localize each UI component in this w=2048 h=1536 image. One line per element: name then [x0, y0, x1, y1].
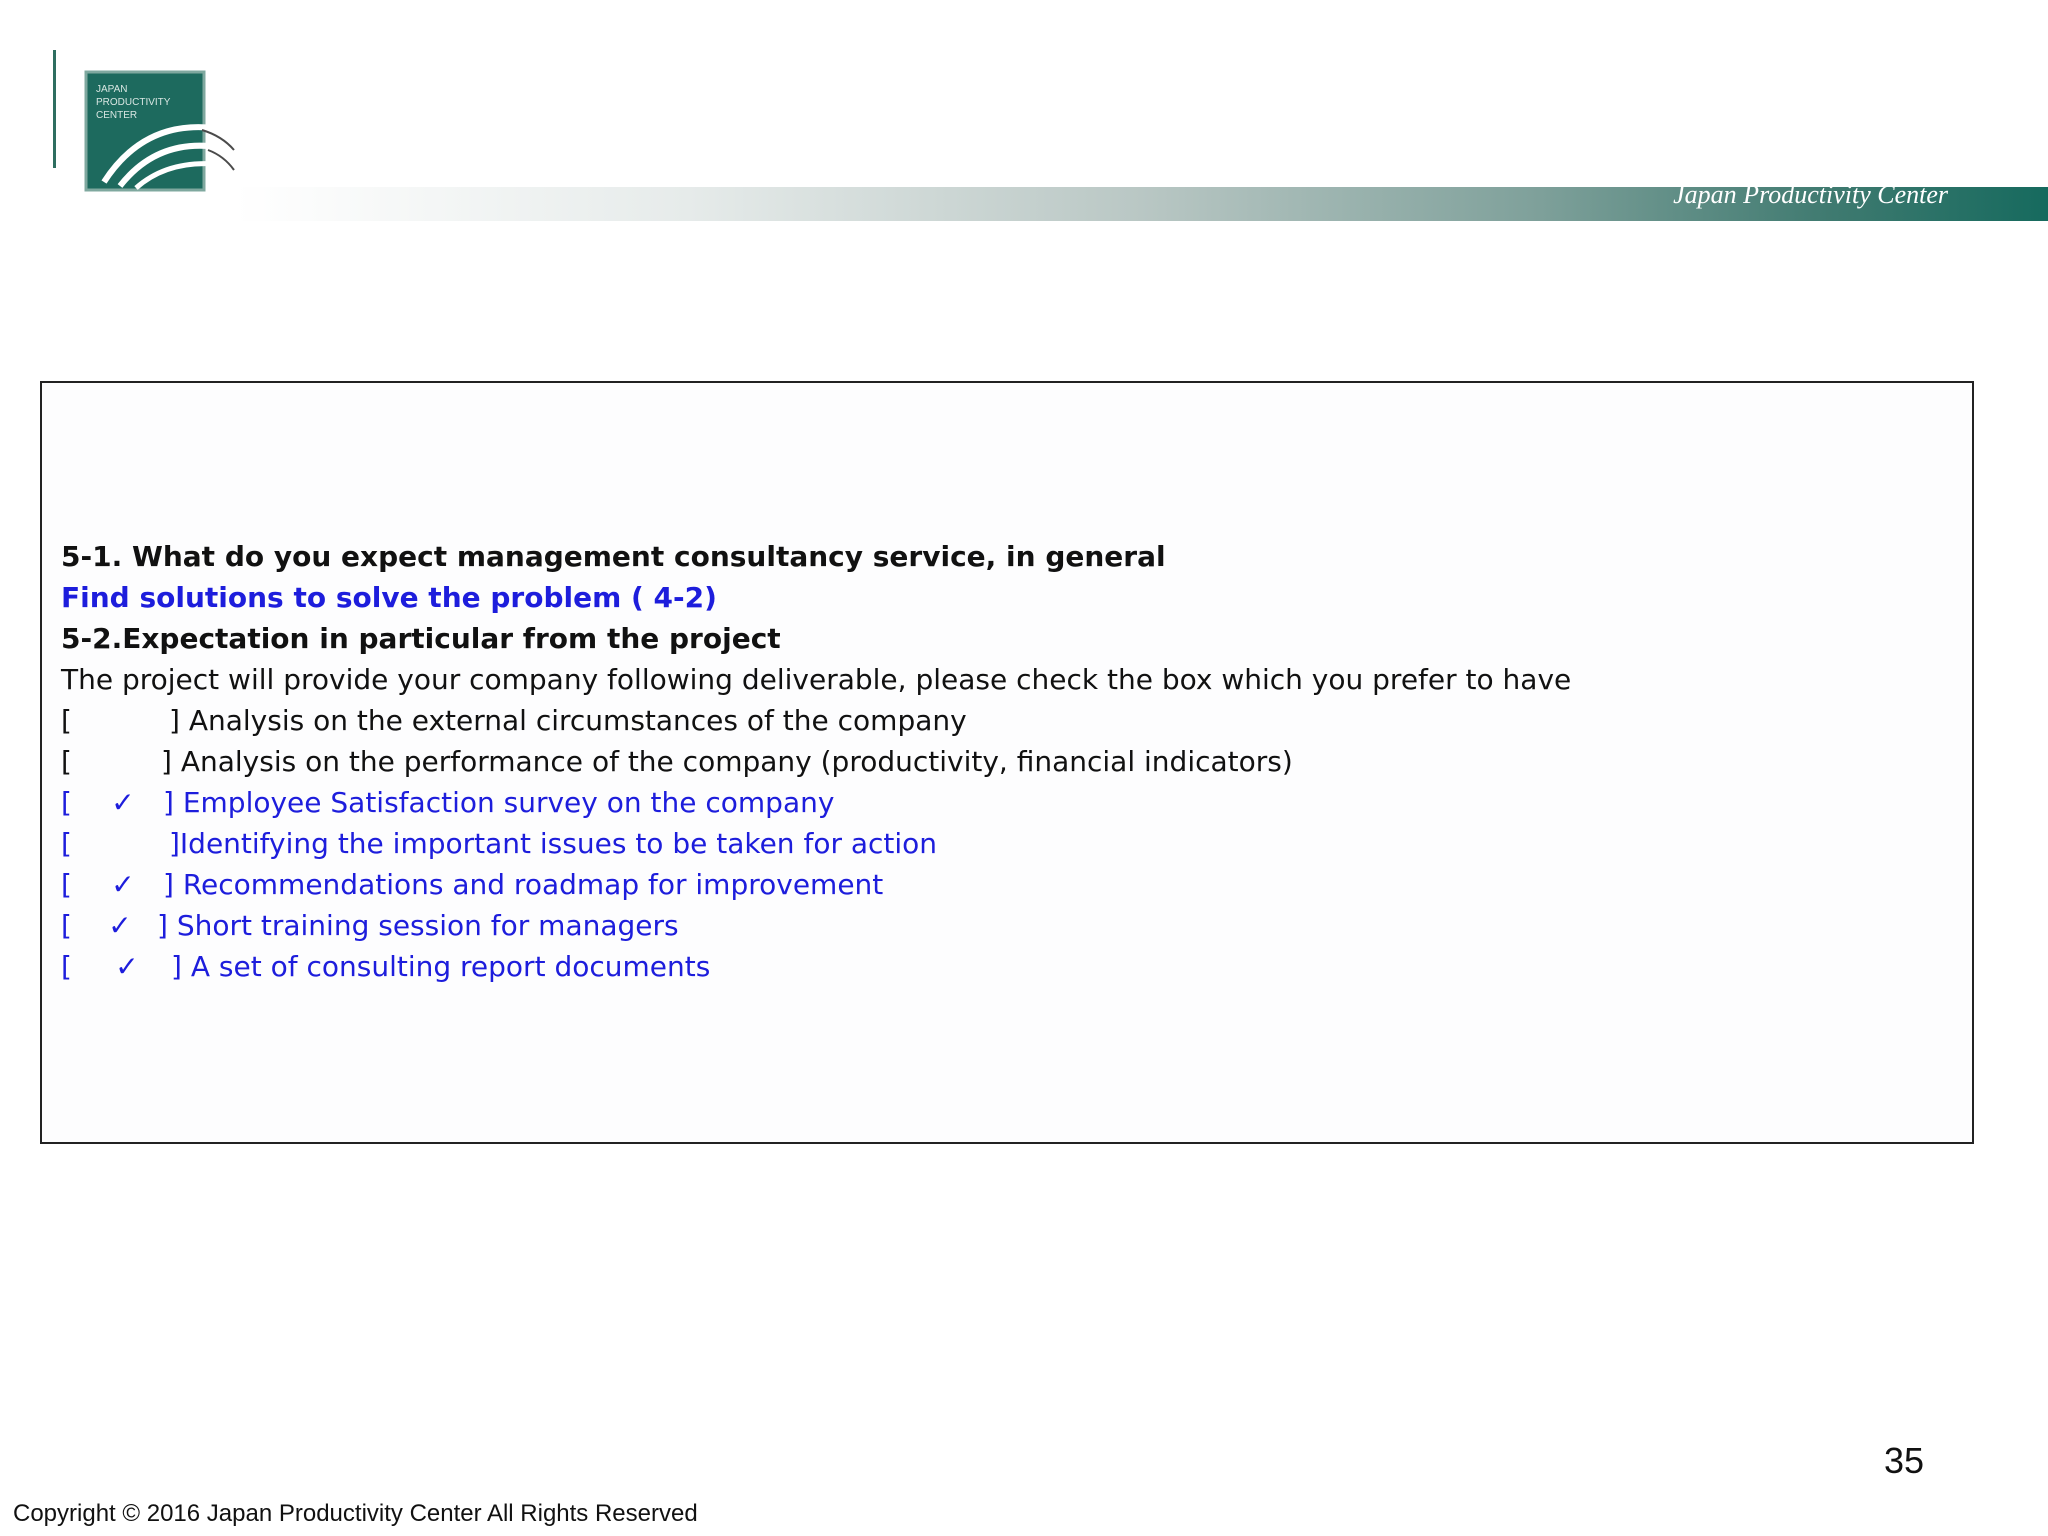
checklist-item [61, 905, 1571, 946]
checkmark-icon: ✓ [115, 950, 139, 983]
checklist-item-label: ] A set of consulting report documents [171, 950, 711, 983]
question-5-2-heading: 5-2.Expectation in particular from the project [61, 622, 781, 655]
checkmark-icon: ✓ [108, 909, 132, 942]
checklist-item [61, 946, 1571, 987]
checklist-item-label: ] Recommendations and roadmap for improvement [163, 868, 884, 901]
survey-content [61, 536, 1571, 987]
question-5-2-instruction: The project will provide your company following deliverable, please check the box which you prefer to have [61, 663, 1572, 696]
checkbox-open-bracket: [ [61, 745, 72, 778]
checklist-item [61, 782, 1571, 823]
checkbox-open-bracket: [ [61, 868, 72, 901]
checklist-item-label: ] Short training session for managers [157, 909, 679, 942]
svg-text:CENTER: CENTER [96, 110, 138, 121]
checkbox-open-bracket: [ [61, 827, 72, 860]
checkbox-open-bracket: [ [61, 950, 72, 983]
copyright-notice: Copyright © 2016 Japan Productivity Center All Rights Reserved [13, 1500, 698, 1527]
jpc-logo [84, 70, 236, 196]
checkmark-icon: ✓ [111, 786, 135, 819]
checkmark-icon: ✓ [111, 868, 135, 901]
question-5-1-heading: 5-1. What do you expect management consultancy service, in general [61, 540, 1166, 573]
logo-divider [53, 50, 56, 168]
checklist-item-label: ]Identifying the important issues to be taken for action [169, 827, 938, 860]
checklist-item-label: ] Employee Satisfaction survey on the company [163, 786, 835, 819]
checkbox-open-bracket: [ [61, 704, 72, 737]
svg-text:PRODUCTIVITY: PRODUCTIVITY [96, 97, 171, 108]
checklist-item-label: ] Analysis on the external circumstances of the company [169, 704, 967, 737]
checkbox-open-bracket: [ [61, 909, 72, 942]
checklist-item [61, 741, 1571, 782]
checklist-item-label: ] Analysis on the performance of the company (productivity, financial indicators) [161, 745, 1293, 778]
checklist-item [61, 823, 1571, 864]
checkbox-open-bracket: [ [61, 786, 72, 819]
checklist-item [61, 700, 1571, 741]
svg-text:JAPAN: JAPAN [96, 84, 128, 95]
header-band-label: Japan Productivity Center [1673, 180, 1948, 209]
checklist-item [61, 864, 1571, 905]
page-number: 35 [1884, 1440, 1925, 1481]
question-5-1-answer: Find solutions to solve the problem ( 4-2) [61, 581, 717, 614]
